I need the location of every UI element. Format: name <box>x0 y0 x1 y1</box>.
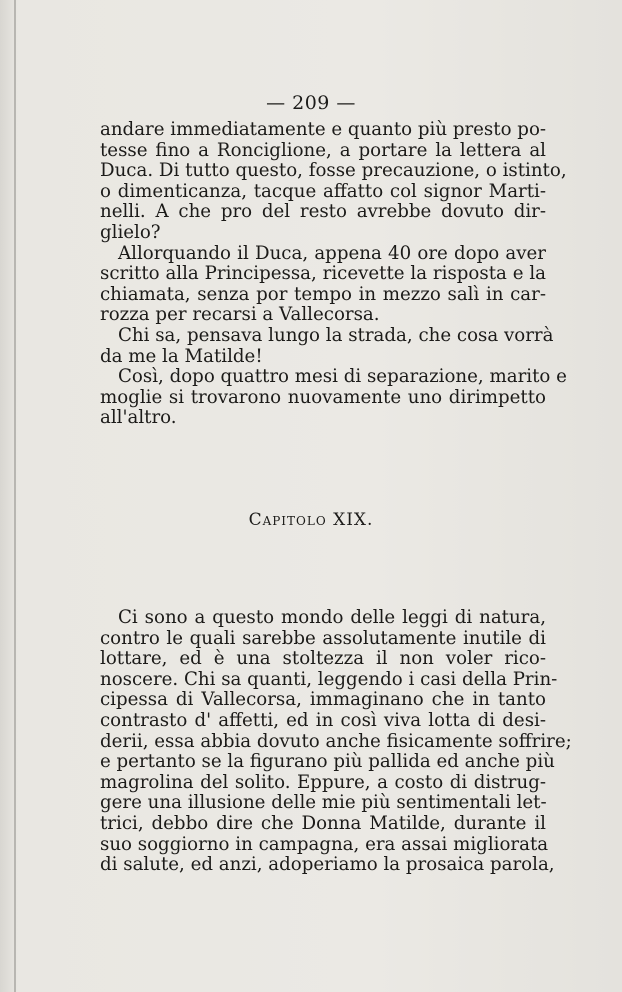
text-line: trici, debbo dire che Donna Matilde, durante il <box>100 812 546 834</box>
text-line: cipessa di Vallecorsa, immaginano che in tanto <box>100 689 546 711</box>
text-line: scritto alla Principessa, ricevette la risposta e la <box>100 263 546 285</box>
text-line: contro le quali sarebbe assolutamente inutile di <box>100 627 546 649</box>
text-line: Così, dopo quattro mesi di separazione, marito e <box>118 366 567 388</box>
page-spine-shadow <box>14 0 16 992</box>
paragraph-4 <box>100 366 567 429</box>
paragraph-2 <box>100 244 546 326</box>
text-line: derii, essa abbia dovuto anche fisicamente soffrire; <box>100 730 572 752</box>
text-line: Ci sono a questo mondo delle leggi di natura, <box>118 607 546 628</box>
paragraph-1 <box>100 119 567 244</box>
paragraph-3 <box>100 324 554 367</box>
text-line: contrasto d' affetti, ed in così viva lotta di desi- <box>100 709 546 731</box>
text-line: rozza per recarsi a Vallecorsa. <box>100 304 380 326</box>
text-line: Duca. Di tutto questo, fosse precauzione, o istinto, <box>100 160 567 182</box>
chapter-numeral: XIX. <box>333 510 374 530</box>
text-line: nelli. A che pro del resto avrebbe dovuto dir- <box>100 201 546 223</box>
text-line: da me la Matilde! <box>100 345 263 367</box>
paragraph-5 <box>100 607 572 876</box>
text-line: suo soggiorno in campagna, era assai migliorata <box>100 833 549 855</box>
text-line: glielo? <box>100 221 161 243</box>
text-line: chiamata, senza por tempo in mezzo salì in car- <box>100 283 546 305</box>
text-line: gere una illusione delle mie più sentimentali let- <box>100 792 547 814</box>
text-line: Allorquando il Duca, appena 40 ore dopo aver <box>118 242 546 264</box>
text-line: di salute, ed anzi, adoperiamo la prosaica parola, <box>100 854 555 876</box>
text-block-bottom <box>100 607 572 876</box>
text-line: magrolina del solito. Eppure, a costo di distrug- <box>100 771 546 793</box>
chapter-word: Capitolo <box>248 510 327 530</box>
text-line: moglie si trovarono nuovamente uno dirimpetto <box>100 386 546 408</box>
text-line: tesse fino a Ronciglione, a portare la lettera al <box>100 139 546 161</box>
page-number: — 209 — <box>266 92 356 114</box>
text-line: noscere. Chi sa quanti, leggendo i casi della Prin- <box>100 668 558 690</box>
text-line: o dimenticanza, tacque affatto col signor Marti- <box>100 180 546 202</box>
text-line: lottare, ed è una stoltezza il non voler rico- <box>100 648 546 670</box>
text-block-top <box>100 119 567 429</box>
text-line: andare immediatamente e quanto più presto po- <box>100 119 547 140</box>
chapter-heading <box>0 510 622 530</box>
text-line: Chi sa, pensava lungo la strada, che cosa vorrà <box>118 324 554 346</box>
text-line: all'altro. <box>100 407 177 429</box>
text-line: e pertanto se la figurano più pallida ed anche più <box>100 751 555 773</box>
